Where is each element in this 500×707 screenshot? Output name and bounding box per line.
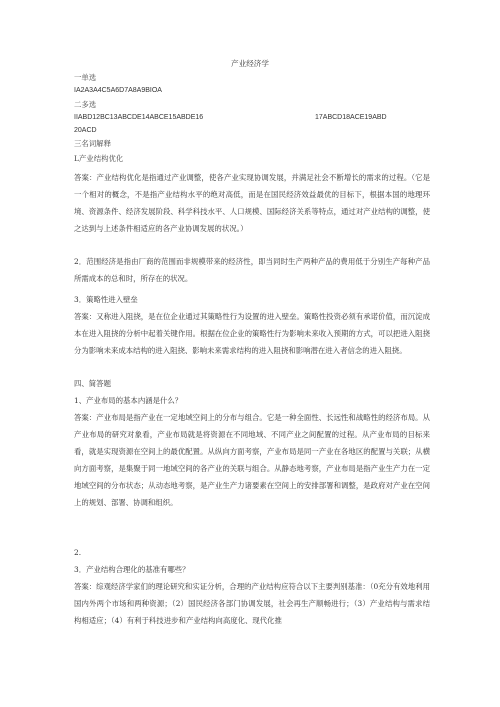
question-3-answer: 答案：综观经济学家们的理论研究和实证分析，合理的产业结构应符合以下主要判别基准：（0充分有效地利用国内外两个市场和两种资源；（2）国民经济各部门协调发展，社会再生产顺畅进行；（3）产业结构与需求结构相适应；（4）有利于科技进步和产业结构向高度化、现代化推 [74,582,430,625]
question-1: 1、产业布局的基本内涵是什么？ [74,396,183,405]
term-2-answer: 2．范围经济是指由厂商的范围而非规模带来的经济性，即当同时生产两种产品的费用低于分别生产每种产品所需成本的总和时，所存在的状况。 [74,257,430,283]
question-2-number: 2. [74,548,82,557]
term-3-title: 3．策略性进入壁垒 [74,295,138,304]
term-1-answer: 答案：产业结构优化是指通过产业调整，使各产业实现协调发展，并满足社会不断增长的需求的过程。（它是一个相对的概念，不是指产业结构水平的绝对高低，而是在国民经济效益最优的目标下，根据本国的地理环境、资源条件、经济发展阶段、科学科技水平、人口规模、国际经济关系等特点，通过对产业结构的调整，使之达到与上述条件相适应的各产业协调发展的状况。） [74,173,430,233]
term-3-answer: 答案：又称进入阻挠，是在位企业通过其策略性行为设置的进入壁垒。策略性投资必须有承诺价值，而沉淀成本在进入阻挠的分析中起着关键作用。根据在位企业的策略性行为影响未来收入预期的方式，可以把进入阻挠分为影响未来成本结构的进入阻挠、影响未来需求结构的进入阻挠和影响潜在进入者信念的进入阻挠。 [74,312,430,355]
section-heading-short-answer: 四、简答题 [74,379,111,388]
multi-choice-answers-b: 17ABCD18ACE19ABD [315,114,387,121]
section-heading-multi-choice: 二多选 [74,100,97,109]
question-3: 3．产业结构合理化的基准有哪些？ [74,565,190,574]
section-heading-single-choice: 一单选 [74,73,97,82]
document-title: 产业经济学 [231,59,269,68]
term-1-title: L产业结构优化 [74,154,124,163]
question-1-answer: 答案：产业布局是指产业在一定地域空间上的分布与组合。它是一种全面性、长远性和战略性的经济布局。从产业布局的研究对象看，产业布局就是将资源在不同地域、不同产业之间配置的过程。从产业布局的目标来看，就是实现资源在空间上的最优配置。从纵向方面考察，产业布局是同一产业在各地区的配置与关联；从横向方面考察，是集聚于同一地域空间的各产业的关联与组合。从静态地考察，产业布局是指产业生产力在一定地域空间的分布状态；从动态地考察，是产业生产力诸要素在空间上的安排部署和调整，是政府对产业在空间上的规划、部署、协调和组织。 [74,413,430,507]
multi-choice-answers-a: IIABD12BC13ABCDE14ABCE15ABDE16 [74,114,204,121]
single-choice-answers: IA2A3A4C5A6D7A8A9BIOA [74,87,162,94]
multi-choice-answers-c: 20ACD [74,127,97,134]
section-heading-terms: 三名词解释 [74,139,111,148]
